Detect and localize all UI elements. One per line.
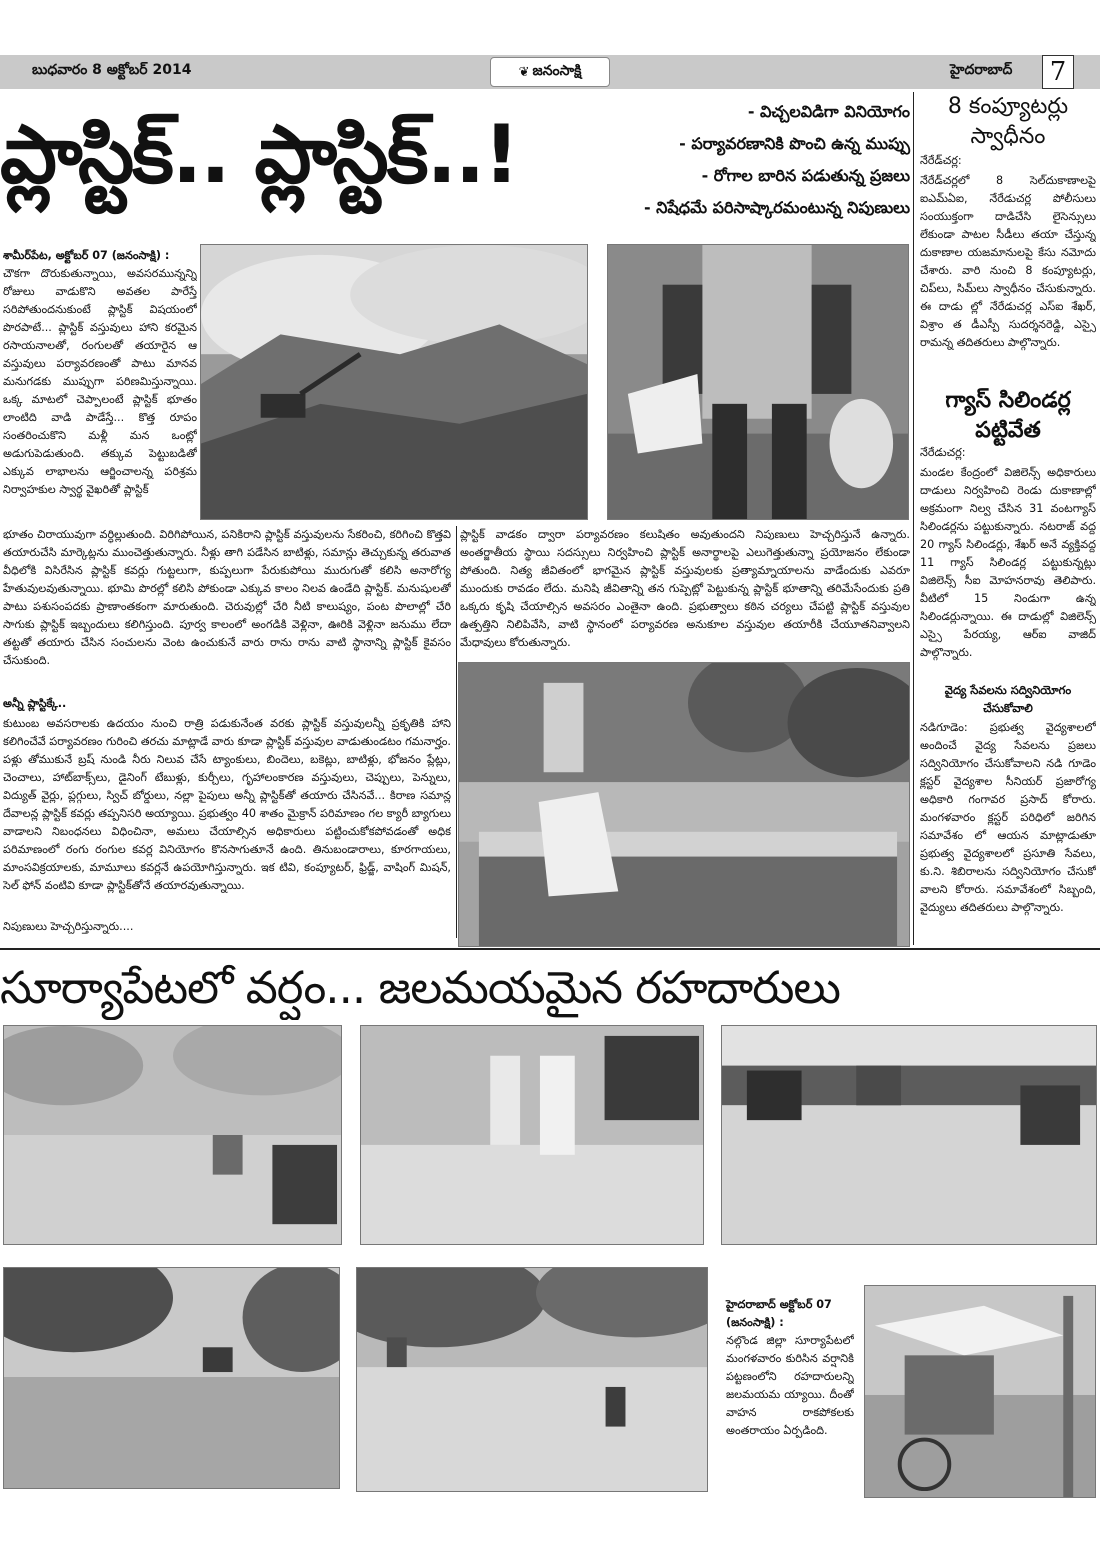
section-divider	[0, 948, 1100, 950]
sidebar-story2-title: గ్యాస్ సిలిండర్ల పట్టివేత	[945, 388, 1071, 443]
sidebar-story1-dateline: నేరేడ్‌చర్ల:	[920, 154, 962, 167]
man-with-plastic-bags-photo	[607, 244, 909, 520]
flooded-road-photo-5	[356, 1267, 708, 1492]
plastic-headline: ప్లాస్టిక్.. ప్లాస్టిక్..!	[0, 108, 518, 201]
bullet-4: - నిషేధమే పరిసాష్కారమంటున్న నిపుణులు	[643, 198, 910, 217]
sidebar-divider	[913, 92, 914, 945]
plastic-bullets	[555, 96, 910, 224]
rain-text: నల్గొండ జిల్లా సూర్యాపేటలో మంగళవారం కురిసిన వర్షానికి పట్టణంలోని రహదారులన్ని జలమయమ య్యాయి. దీంతో వాహన రాకపోకలకు అంతరాయం ఏర్పడింది.	[726, 1334, 854, 1437]
plastic-col1-text: చౌకగా దొరుకుతున్నాయి, అవసరమున్నన్ని రోజులు వాడుకొని అవతల పారేస్తే సరిపోతుందనుకుంటే ప్లాస్టిక్ విషయంలో పొరపాటే... ప్లాస్టిక్ వస్తువులు హాని కరమైన రసాయనాలతో, రంగులతో తయారైన ఆ వస్తువులు పర్యావరణంతో పాటు మానవ మనుగడకు ముప్పుగా పరిణమిస్తున్నాయి. ఒక్క మాటలో చెప్పాలంటే ప్లాస్టిక్ భూతం లాంటిది వాడి పాడేస్తే... కొత్త రూపం సంతరించుకొని మళ్లీ మన ఒంట్లో అడుగుపెడుతుంది. తక్కువ పెట్టుబడితో ఎక్కువ లాభాలను ఆర్జించాలన్న పరిశ్రమ నిర్వాహకుల స్వార్థ వైఖరితో ప్లాస్టిక్	[3, 267, 197, 496]
column-divider	[456, 526, 457, 938]
masthead-city: హైదరాబాద్	[950, 62, 1013, 78]
masthead-date: బుధవారం 8 అక్టోబర్ 2014	[32, 62, 192, 78]
sidebar-story3-text: నడిగూడెం: ప్రభుత్వ వైద్యశాలలో అందించే వైద్య సేవలను ప్రజలు సద్వినియోగం చేసుకోవాలని నడి గూడెం క్లస్టర్ వైద్యశాల సీనియర్ ప్రజారోగ్య అధికారి గంగావర ప్రసాద్ కోరారు. మంగళవారం క్లస్టర్ పరిధిలో జరిగిన సమావేశం లో ఆయన మాట్లాడుతూ ప్రభుత్వ వైద్యశాలలో ప్రసూతి సేవలు, కు.ని. శిబిరాలను సద్వినియోగం చేసుకో వాలని కోరారు. సమావేశంలో సిబ్బంది, వైద్యులు తదితరులు పాల్గొన్నారు.	[920, 721, 1096, 914]
man-collecting-waste-photo	[458, 662, 910, 947]
plastic-dateline: శామీర్‌పేట, అక్టోబర్ 07 (జనంసాక్షి) :	[3, 249, 170, 262]
sidebar-story2-dateline: నేరేడుచర్ల:	[920, 446, 966, 459]
plastic-wide-text: భూతం చిరాయువుగా వర్ధిల్లుతుంది. విరిగిపోయిన, పనికిరాని ప్లాస్టిక్ వస్తువులను సేకరించి, కరిగించి కొత్తవి తయారుచేసి మార్కెట్లను ముంచెత్తుతున్నారు. నీళ్లు తాగి పడేసిన బాటిళ్లు, సమాన్లు తెచ్చుకున్న తరువాత వీధిలోకి విసిరేసిన ప్లాస్టిక్ కవర్లు గుట్టలుగా, కుప్పలుగా పేరుకుపోయి మురుగుతో కలిసి అనారోగ్య హేతువులవుతున్నాయి. భూమి పొరల్లో కలిసి పోకుండా ఎక్కువ కాలం నిలవ ఉండేది ప్లాస్టిక్. మనుషులతో పాటు పశుసంపదకు ప్రాణాంతకంగా మారుతుంది. చెరువుల్లో చేరి నీటి కాలుష్యం, పంట పొలాల్లో చేరి సాగుకు ప్లాస్టిక్ ఇబ్బందులు కలిగిస్తుంది. పూర్వ కాలంలో అంగడికి వెళ్లినా, ఊరికి వెళ్లినా జనుము లేదా తట్టతో తయారు చేసిన సంచులను వెంట ఉంచుకునే వారు రాను రాను వాటి స్థానాన్ని ప్లాస్టిక్ కైవసం చేసుకుంది.	[3, 528, 451, 667]
plastic-bottom-text: కుటుంబ అవసరాలకు ఉదయం నుంచి రాత్రి పడుకునేంత వరకు ప్లాస్టిక్ వస్తువులన్నీ ప్రకృతికి హాని కలిగించేవే పర్యావరణం గురించి తరచు మాట్లాడే వారు కూడా ప్లాస్టిక్ వస్తువుల వాడుతుండటం గమనార్హం. పళ్లు తోముకునే బ్రష్ నుండి నీరు నిలువ చేసే ట్యాంకులు, బిందెలు, బకెట్లు, బాటిళ్లు, భోజనం ప్లేట్లు, చెంచాలు, హాట్‌బాక్స్‌లు, డైనింగ్ టేబుళ్లు, కుర్చీలు, గృహాలంకారణ వస్తువులు, చెప్పులు, పెన్నులు, విద్యుత్ వైర్లు, ప్లగ్గులు, స్విచ్ బోర్డులు, నల్లా పైపులు అన్నీ ప్లాస్టిక్‌తో తయారు చేసినవే... కిరాణ సమాన్ల దేవాలన్ల ప్లాస్టిక్ కవర్లు తప్పనిసరి అయ్యాయి. ప్రభుత్వం 40 శాతం మైక్రాన్ పరిమాణం గల క్యారీ బ్యాగులు వాడాలని నిబంధనలు విధించినా, అమలు చేయాల్సిన అధికారులు పట్టించుకోకపోవడంతో అధిక పరిమాణంలో రంగు రంగుల కవర్ల వినియోగం కొనసాగుతూనే ఉంది. తినుబండారాలు, కూరగాయలు, మాంసవిక్రయాలకు, మామూలు కవర్లనే ఉపయోగిస్తున్నారు. ఇక టివి, కంప్యూటర్, ఫ్రిడ్జ్, వాషింగ్ మిషన్, సెల్ ఫోన్ వంటివి కూడా ప్లాస్టిక్‌తోనే తయారవుతున్నాయి.	[3, 717, 451, 892]
rain-headline: సూర్యాపేటలో వర్షం... జలమయమైన రహదారులు	[0, 961, 840, 1014]
masthead-logo	[490, 57, 610, 87]
sidebar-story1-text: నేరేడ్‌చర్లలో 8 సెల్‌దుకాణాలపై ఐఎమ్‌ఏఐ, నేరేడుచర్ల పోలీసులు సంయుక్తంగా దాడిచేసి లైసెన్సులు లేకుండా పాటల సీడీలు తయా చేస్తున్న దుకాణాల యజమానులపై కేసు నమోదు చేశారు. వారి నుంచి 8 కంప్యూటర్లు, చిప్‌లు, సిమ్‌లు స్వాధీనం చేసుకున్నారు. ఈ దాడు ల్లో నేరేడుచర్ల ఎస్ఐ శేఖర్, విశ్రాం త డీఎస్పీ సుదర్శనరెడ్డి, ఎస్సై రామన్న తదితరులు పాల్గొన్నారు.	[920, 174, 1096, 349]
plastic-right-text: ప్లాస్టిక్ వాడకం ద్వారా పర్యావరణం కలుషితం అవుతుందని నిపుణులు హెచ్చరిస్తునే ఉన్నారు. అంతర్జాతీయ స్థాయి సదస్సులు నిర్వహించి ప్లాస్టిక్ అనార్థాలపై ఎలుగెత్తుతున్నా ప్రయోజనం లేకుండా పోతుంది. నిత్య జీవితంలో భాగమైన ప్లాస్టిక్ వస్తువులకు ప్రత్యామ్నాయాలను వాడేందుకు ఎవరూ ముందుకు రావడం లేదు. మనిషి జీవితాన్ని తన గుప్పెట్లో పెట్టుకున్న ప్లాస్టిక్ భూతాన్ని తరిమేసేందుకు ప్రతి ఒక్కరు కృషి చేయాల్సిన అవసరం ఎంతైనా ఉంది. ప్రభుత్వాలు కఠిన చర్యలు చేపట్టి ప్లాస్టిక్ వస్తువుల ఉత్పత్తిని నిలిపివేసి, వాటి స్థానంలో పర్యావరణ అనుకూల వస్తువుల తయారీకి చేయూతనివ్వాలని మేధావులు కోరుతున్నారు.	[460, 528, 910, 649]
rain-dateline: హైదరాబాద్ అక్టోబర్ 07 (జనంసాక్షి) :	[726, 1298, 832, 1329]
plastic-ending: నిపుణులు హెచ్చరిస్తున్నారు....	[3, 920, 134, 933]
logo-text: జనంసాక్షి	[532, 62, 582, 79]
sidebar-story3-title: వైద్య సేవలను సద్వినియోగం చేసుకోవాలి	[944, 683, 1072, 715]
rickshaw-in-rain-photo	[864, 1285, 1096, 1498]
bullet-2: - పర్యావరణానికి పొంచి ఉన్న ముప్పు	[679, 134, 910, 153]
garbage-dump-photo	[200, 244, 588, 520]
flooded-road-photo-4	[3, 1267, 340, 1489]
page-number-box	[1042, 55, 1074, 89]
autos-in-water-photo	[721, 1025, 1097, 1245]
sidebar-story1-title: 8 కంప్యూటర్లు స్వాధీనం	[947, 94, 1069, 149]
flooded-road-walkers-photo	[360, 1025, 704, 1245]
logo-leaf-icon: ❦	[518, 64, 530, 80]
page-number: 7	[1049, 57, 1067, 87]
sidebar-story2-text: మండల కేంద్రంలో విజిలెన్స్ అధికారులు దాడులు నిర్వహించి రెండు దుకాణాల్లో అక్రమంగా నిల్వ చేసిన 31 వంటగ్యాస్ సిలిండర్లను పట్టుకున్నారు. నటరాజ్ వద్ద 20 గ్యాస్ సిలిండర్లు, శేఖర్ అనే వ్యక్తివద్ద 11 గ్యాస్ సిలిండర్ల పట్టుకున్నట్లు విజిలెన్స్ సీఐ మోహనరావు తెలిపారు. వీటిలో 15 నిండుగా ఉన్న సిలిండర్లున్నాయి. ఈ దాడుల్లో విజిలెన్స్ ఎస్సై పేరయ్య, ఆర్ఐ వాజిద్ పాల్గొన్నారు.	[920, 466, 1096, 659]
rain-street-photo-1	[3, 1025, 342, 1245]
bullet-3: - రోగాల బారిన పడుతున్న ప్రజలు	[701, 166, 910, 185]
bullet-1: - విచ్చలవిడిగా వినియోగం	[747, 102, 910, 121]
plastic-subhead: అన్నీ ప్లాస్టిక్కే..	[3, 697, 67, 710]
